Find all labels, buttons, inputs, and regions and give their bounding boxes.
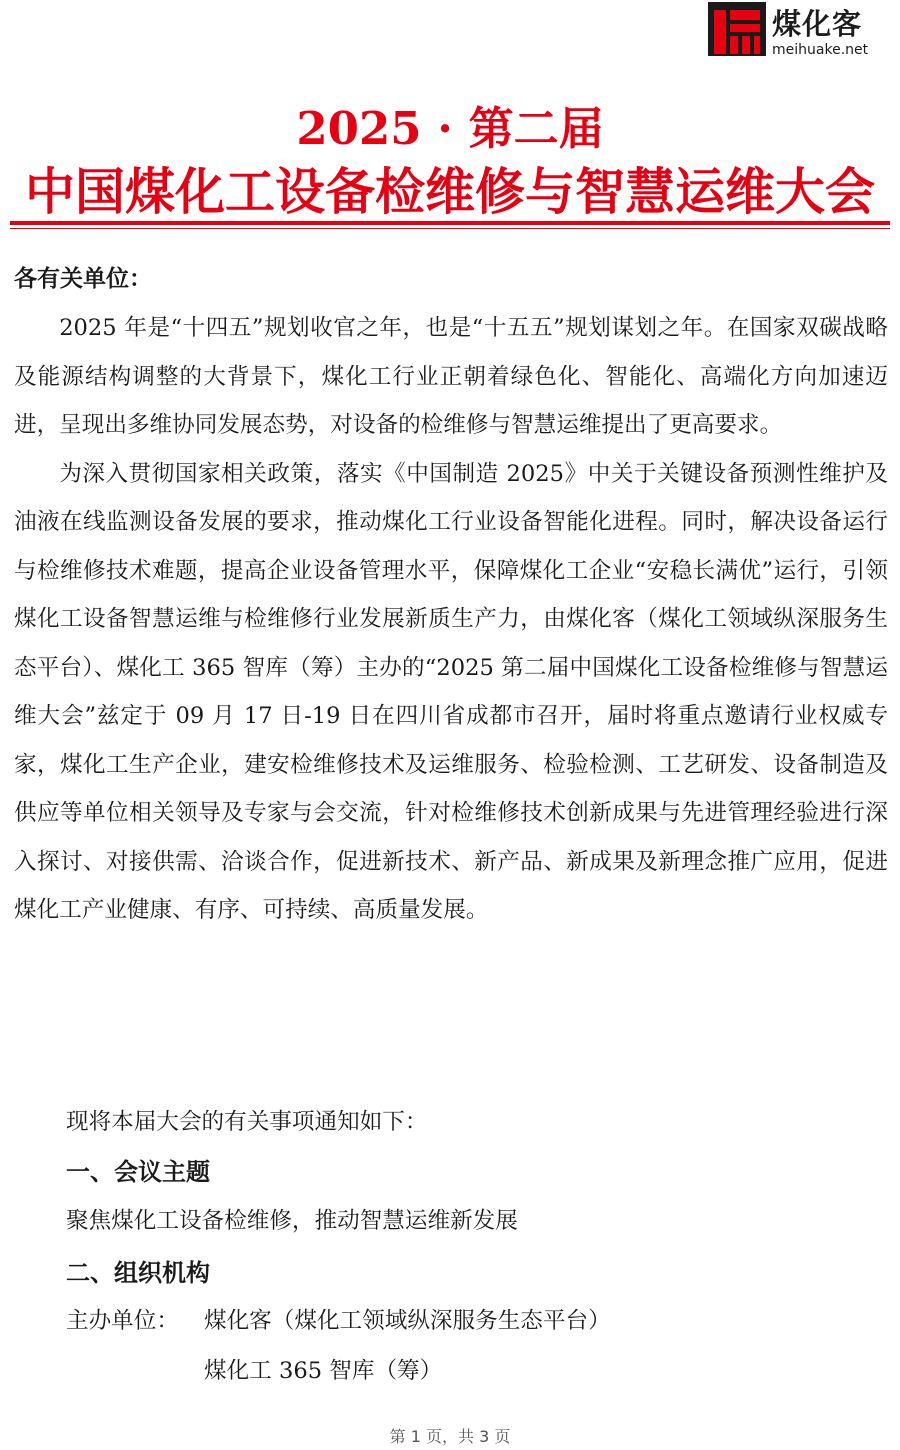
paragraph-purpose: 为深入贯彻国家相关政策，落实《中国制造 2025》中关于关键设备预测性维护及油液在线监测设备发展的要求，推动煤化工行业设备智能化进程。同时，解决设备运行与检维修技术难题，提高企业设备管理水平，保障煤化工企业“安稳长满优”运行，引领煤化工设备智慧运维与检维修行业发展新质生产力，由煤化客（煤化工领域纵深服务生态平台）、煤化工 365 智库（筹）主办的“2025 第二届中国煤化工设备检维修与智慧运维大会”兹定于 09 月 17 日-19 日在四川省成都市召开，届时将重点邀请行业权威专家，煤化工生产企业，建安检维修技术及运维服务、检验检测、工艺研发、设备制造及供应等单位相关领导及专家与会交流，针对检维修技术创新成果与先进管理经验进行深入探讨、对接供需、洽谈合作，促进新技术、新产品、新成果及新理念推广应用，促进煤化工产业健康、有序、可持续、高质量发展。 [14,460,888,923]
logo-url: meihuake.net [772,42,869,58]
section-heading-organization: 二、组织机构 [66,1258,210,1287]
salutation: 各有关单位： [14,265,152,292]
logo-brand-name: 煤化客 [772,7,863,41]
page-number: 第 1 页，共 3 页 [389,1427,511,1446]
meihuake-logo-icon [708,2,766,60]
brand-logo [708,0,888,64]
paragraph-notice: 现将本届大会的有关事项通知如下： [66,1109,428,1135]
host-organizer-2: 煤化工 365 智库（筹） [204,1358,443,1384]
title-divider-thick [10,221,890,225]
document-title-line-2: 中国煤化工设备检维修与智慧运维大会 [25,162,875,221]
body-text [14,304,888,935]
theme-content: 聚焦煤化工设备检维修，推动智慧运维新发展 [66,1208,518,1234]
section-heading-theme: 一、会议主题 [66,1157,210,1186]
document-title-line-1: 2025 · 第二届 [296,102,604,155]
host-label: 主办单位： [66,1308,179,1334]
title-divider-thin [10,228,890,229]
host-organizer-1: 煤化客（煤化工领域纵深服务生态平台） [204,1308,611,1334]
paragraph-intro: 2025 年是“十四五”规划收官之年，也是“十五五”规划谋划之年。在国家双碳战略及能源结构调整的大背景下，煤化工行业正朝着绿色化、智能化、高端化方向加速迈进，呈现出多维协同发展态势，对设备的检维修与智慧运维提出了更高要求。 [14,315,888,438]
